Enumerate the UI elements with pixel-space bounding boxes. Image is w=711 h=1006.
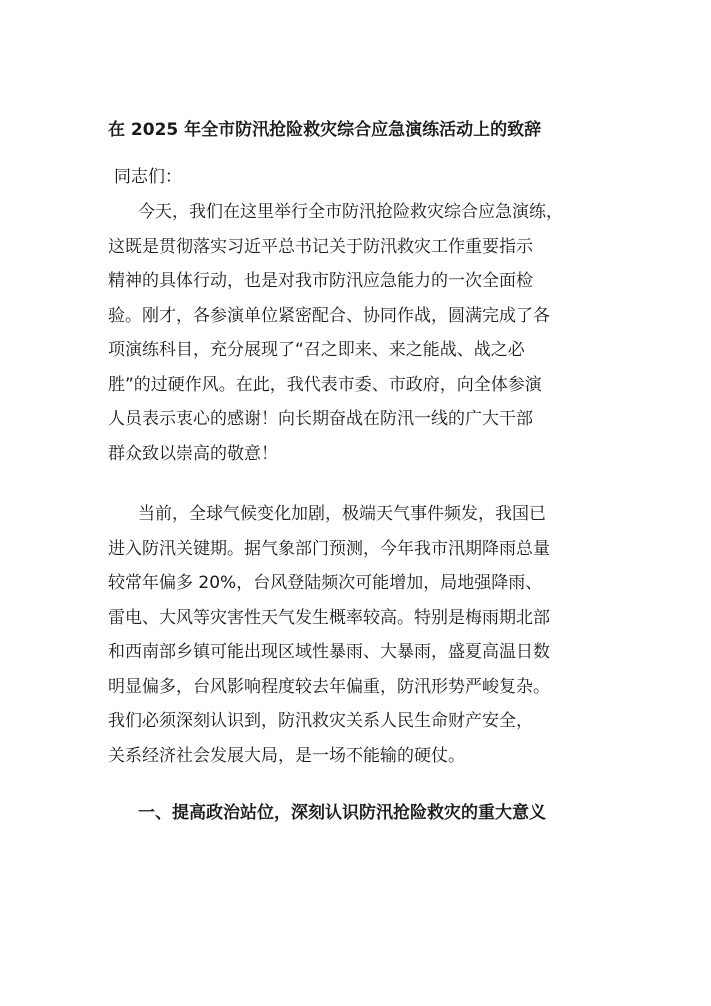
paragraph-line: 胜”的过硬作风。在此，我代表市委、市政府，向全体参演 — [108, 374, 542, 395]
paragraph-line: 进入防汛关键期。据气象部门预测，今年我市汛期降雨总量 — [108, 538, 550, 559]
paragraph-line: 明显偏多，台风影响程度较去年偏重，防汛形势严峻复杂。 — [108, 676, 550, 697]
paragraph-line: 群众致以崇高的敬意！ — [108, 443, 278, 464]
paragraph-1 — [108, 195, 608, 471]
paragraph-line: 人员表示衷心的感谢！向长期奋战在防汛一线的广大干部 — [108, 409, 533, 429]
section-heading: 一、提高政治站位，深刻认识防汛抢险救灾的重大意义 — [138, 803, 546, 823]
paragraph-line: 这既是贯彻落实习近平总书记关于防汛救灾工作重要指示 — [108, 236, 533, 257]
paragraph-line: 今天，我们在这里举行全市防汛抢险救灾综合应急演练， — [138, 202, 563, 222]
paragraph-line: 精神的具体行动，也是对我市防汛应急能力的一次全面检 — [108, 271, 533, 291]
paragraph-line: 较常年偏多 20%，台风登陆频次可能增加，局地强降雨、 — [108, 573, 543, 593]
salutation: 同志们： — [114, 167, 182, 187]
paragraph-line: 当前，全球气候变化加剧，极端天气事件频发，我国已 — [138, 504, 546, 524]
paragraph-line: 项演练科目，充分展现了“召之即来、来之能战、战之必 — [108, 340, 525, 360]
paragraph-line: 雷电、大风等灾害性天气发生概率较高。特别是梅雨期北部 — [108, 607, 550, 628]
paragraph-line: 验。刚才，各参演单位紧密配合、协同作战，圆满完成了各 — [108, 305, 550, 326]
document-title: 在 2025 年全市防汛抢险救灾综合应急演练活动上的致辞 — [108, 120, 542, 140]
paragraph-line: 我们必须深刻认识到，防汛救灾关系人民生命财产安全， — [108, 711, 533, 731]
paragraph-line: 和西南部乡镇可能出现区域性暴雨、大暴雨，盛夏高温日数 — [108, 642, 550, 662]
paragraph-2 — [108, 497, 608, 773]
paragraph-line: 关系经济社会发展大局，是一场不能输的硬仗。 — [108, 745, 465, 766]
